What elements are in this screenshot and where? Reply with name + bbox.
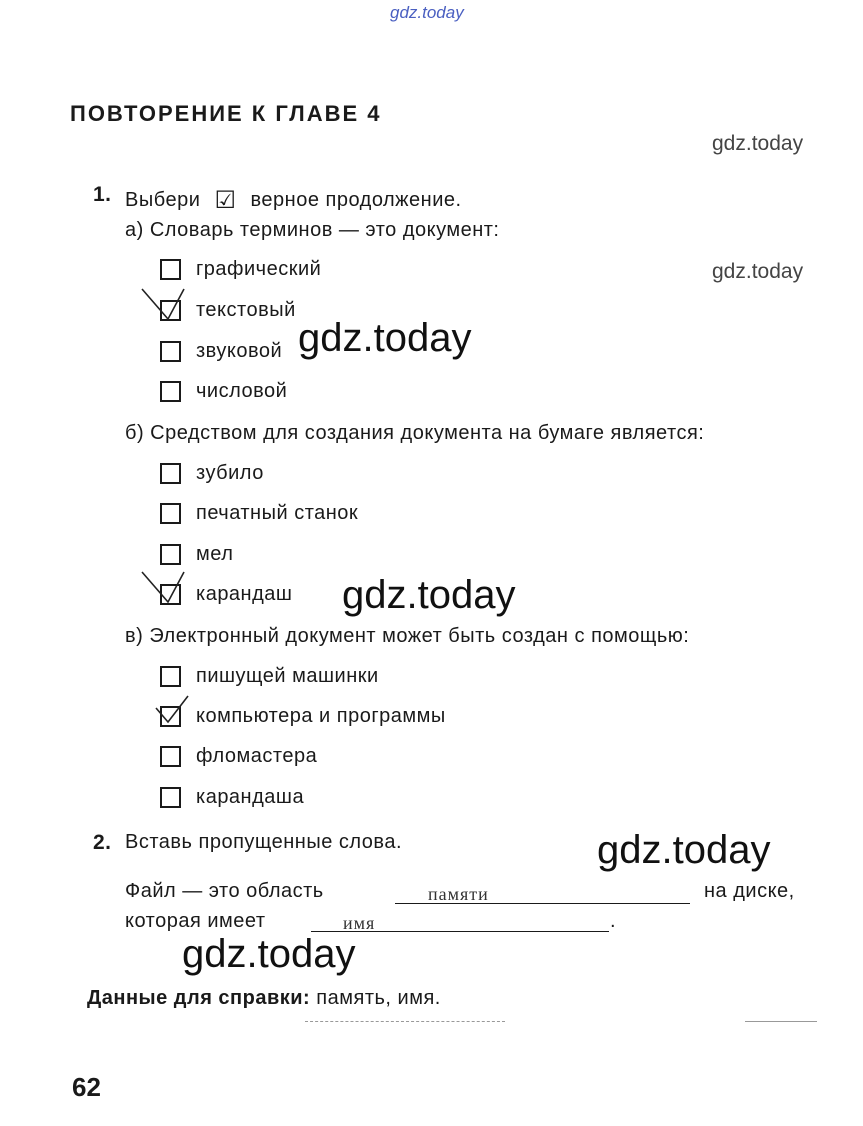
watermark-big: gdz.today <box>342 573 516 617</box>
option-checkbox[interactable] <box>160 259 181 280</box>
reference-text: память, имя. <box>316 987 441 1009</box>
answer-input[interactable]: имя <box>343 913 376 933</box>
option-label: числовой <box>196 380 288 402</box>
question-c: в) Электронный документ может быть создан с помощью: <box>125 625 690 647</box>
option-checkbox[interactable] <box>160 381 181 402</box>
question-a: а) Словарь терминов — это документ: <box>125 219 500 241</box>
instruction-text: верное продолжение. <box>250 189 462 211</box>
option-checkbox[interactable] <box>160 787 181 808</box>
option-label: компьютера и программы <box>196 705 446 727</box>
task-instruction <box>125 186 462 214</box>
answer-input[interactable]: памяти <box>428 884 489 904</box>
option-label: текстовый <box>196 299 296 321</box>
check-mark-icon <box>138 568 188 610</box>
option-label: мел <box>196 543 234 565</box>
option-checkbox[interactable] <box>160 544 181 565</box>
check-mark-icon <box>138 285 188 327</box>
fill-in-text: . <box>610 910 617 932</box>
option-checkbox[interactable] <box>160 503 181 524</box>
option-label: фломастера <box>196 745 318 767</box>
option-label: карандаш <box>196 583 293 605</box>
option-label: звуковой <box>196 340 283 362</box>
option-checkbox[interactable] <box>160 666 181 687</box>
question-b: б) Средством для создания документа на бумаге является: <box>125 422 705 444</box>
page-title: ПОВТОРЕНИЕ К ГЛАВЕ 4 <box>70 101 382 126</box>
option-label: карандаша <box>196 786 305 808</box>
faint-line <box>745 1021 817 1022</box>
reference-note <box>87 987 441 1010</box>
fill-in-text: Файл — это область <box>125 880 324 902</box>
watermark-top: gdz.today <box>390 3 464 22</box>
watermark-small: gdz.today <box>712 260 804 283</box>
option-checkbox[interactable] <box>160 341 181 362</box>
fill-in-text: которая имеет <box>125 910 266 932</box>
option-checkbox[interactable] <box>160 463 181 484</box>
watermark-big: gdz.today <box>182 932 356 976</box>
watermark-big: gdz.today <box>298 316 472 360</box>
check-mark-icon <box>152 694 192 728</box>
instruction-text: Выбери <box>125 189 201 211</box>
option-label: печатный станок <box>196 502 359 524</box>
option-label: пишущей машинки <box>196 665 379 687</box>
task-instruction: Вставь пропущенные слова. <box>125 831 403 853</box>
page-number: 62 <box>72 1072 101 1102</box>
fill-in-text: на диске, <box>704 880 795 902</box>
faint-line <box>305 1021 505 1022</box>
option-label: графический <box>196 258 322 280</box>
reference-label: Данные для справки: <box>87 987 311 1009</box>
watermark-big: gdz.today <box>597 828 771 872</box>
option-checkbox[interactable] <box>160 746 181 767</box>
task-number: 1. <box>93 183 112 206</box>
task-number: 2. <box>93 831 112 854</box>
option-label: зубило <box>196 462 264 484</box>
checkbox-sample-icon: ☑ <box>214 186 237 214</box>
watermark-small: gdz.today <box>712 132 804 155</box>
